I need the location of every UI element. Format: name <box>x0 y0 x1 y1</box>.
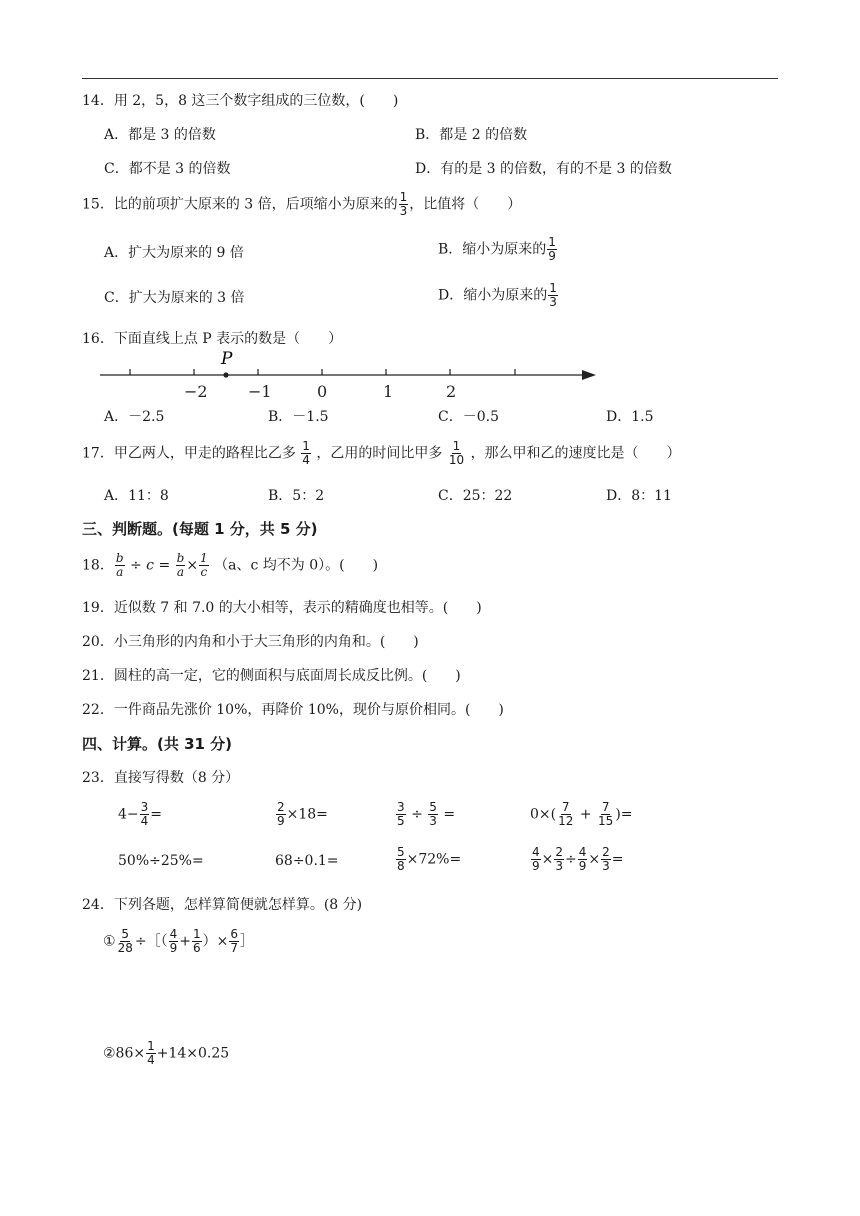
q20-stem: 20．小三角形的内角和小于大三角形的内角和。( ) <box>82 634 419 650</box>
expr-fraction <box>597 801 614 828</box>
q23-expr-1 <box>118 801 162 828</box>
q22-stem: 22．一件商品先涨价 10%，再降价 10%，现价与原价相同。( ) <box>82 702 504 718</box>
numerator: 1 <box>399 190 408 204</box>
q23-expr-5: 50%÷25%= <box>118 853 204 869</box>
denominator: 3 <box>549 295 557 309</box>
q18-fraction-1-over-c <box>199 552 209 579</box>
numerator: 2 <box>277 800 285 814</box>
q17-stem-mid: ，乙用的时间比甲多 <box>316 445 443 462</box>
q17-option-a: A．11：8 <box>104 488 169 504</box>
expr-fraction <box>192 928 202 955</box>
numerator: 1 <box>452 439 461 453</box>
q18-div-c: ÷ c = <box>129 557 171 574</box>
denominator: 12 <box>558 814 574 828</box>
denominator: 4 <box>302 453 310 467</box>
expr-text: ×72%= <box>406 851 462 868</box>
denominator: 4 <box>140 814 149 828</box>
q15-stem-pre: 15．比的前项扩大原来的 3 倍，后项缩小为原来的 <box>82 196 398 213</box>
q15-option-b <box>438 236 558 263</box>
expr-fraction <box>396 801 406 828</box>
expr-fraction <box>169 928 179 955</box>
expr-text: ÷［（ <box>134 933 168 950</box>
expr-fraction <box>531 846 541 873</box>
point-p-label: P <box>221 349 233 369</box>
denominator: 5 <box>397 814 405 828</box>
q15-option-b-fraction <box>547 236 557 263</box>
q23-expr-2 <box>275 801 328 828</box>
expr-text: ×18= <box>286 806 328 823</box>
numerator: 2 <box>555 845 564 859</box>
expr-text: ②86× <box>103 1045 146 1062</box>
numerator: 7 <box>601 800 610 814</box>
expr-text: = <box>443 806 456 823</box>
q14-option-b: B．都是 2 的倍数 <box>415 127 528 143</box>
q18-fraction-b-over-a-2 <box>176 552 186 579</box>
expr-operator: + <box>179 933 191 950</box>
numerator: 4 <box>532 845 540 859</box>
numerator: 1 <box>302 439 310 453</box>
numerator: 6 <box>230 927 238 941</box>
tick-label-neg1: −1 <box>248 382 272 401</box>
denominator: 7 <box>230 941 238 955</box>
q15-option-d <box>438 282 559 309</box>
q23-expr-3 <box>395 801 455 828</box>
q17-option-b: B．5：2 <box>268 488 325 504</box>
expr-fraction <box>428 801 438 828</box>
denominator: 6 <box>192 941 201 955</box>
section-4-heading: 四、计算。(共 31 分) <box>82 735 233 753</box>
numerator: 5 <box>397 845 405 859</box>
denominator: 3 <box>555 859 564 873</box>
point-p <box>223 372 228 377</box>
q18-fraction-b-over-a <box>115 552 125 579</box>
section-3-heading: 三、判断题。(每题 1 分，共 5 分) <box>82 520 318 538</box>
numerator: b <box>176 551 185 565</box>
q15-option-d-fraction <box>548 282 558 309</box>
expr-fraction <box>276 801 286 828</box>
q17-stem-pre: 17．甲乙两人，甲走的路程比乙多 <box>82 445 296 462</box>
expr-fraction <box>140 801 150 828</box>
denominator: 9 <box>548 249 556 263</box>
denominator: 15 <box>598 814 614 828</box>
q15-stem-fraction <box>399 191 409 218</box>
denominator: 3 <box>602 859 610 873</box>
q15-option-c: C．扩大为原来的 3 倍 <box>104 290 245 306</box>
expr-fraction <box>396 846 406 873</box>
expr-text: = <box>611 851 624 868</box>
q17-stem-post: ，那么甲和乙的速度比是（ ） <box>470 445 681 462</box>
denominator: 9 <box>532 859 540 873</box>
expr-fraction <box>578 846 588 873</box>
denominator: 9 <box>169 941 178 955</box>
q23-expr-8 <box>530 846 624 873</box>
q17-option-c: C．25：22 <box>438 488 513 504</box>
q24-stem: 24．下列各题，怎样算简便就怎样算。(8 分) <box>82 897 363 913</box>
numerator: 4 <box>578 845 587 859</box>
expr-text: = <box>150 806 163 823</box>
numerator: 1 <box>147 1039 155 1053</box>
tick-label-0: 0 <box>317 382 328 401</box>
numerator: 2 <box>602 845 610 859</box>
q24-problem-1 <box>103 928 254 955</box>
numerator: 5 <box>121 927 130 941</box>
q23-expr-6: 68÷0.1= <box>275 853 339 869</box>
q15-option-a: A．扩大为原来的 9 倍 <box>104 245 244 261</box>
q23-expr-4 <box>530 801 633 828</box>
problem-marker: ① <box>103 933 116 950</box>
denominator: 28 <box>117 941 133 955</box>
q23-expr-7 <box>395 846 461 873</box>
q14-stem: 14．用 2，5，8 这三个数字组成的三位数，( ) <box>82 93 399 109</box>
denominator: a <box>116 565 124 579</box>
q23-stem: 23．直接写得数（8 分） <box>82 770 240 786</box>
denominator: 9 <box>277 814 285 828</box>
denominator: 3 <box>399 204 408 218</box>
numerator: 1 <box>192 927 201 941</box>
expr-fraction <box>229 928 239 955</box>
expr-text: 0×( <box>530 806 557 823</box>
denominator: 4 <box>147 1053 155 1067</box>
numerator: 3 <box>397 800 405 814</box>
denominator: 10 <box>448 453 465 467</box>
q17-fraction-2 <box>448 440 465 467</box>
q16-stem: 16．下面直线上点 P 表示的数是（ ） <box>82 331 343 347</box>
expr-text: ］ <box>239 933 254 950</box>
q16-option-b: B．－1.5 <box>268 409 329 425</box>
q17-fraction-1 <box>301 440 311 467</box>
q17-stem <box>82 440 681 467</box>
denominator: c <box>200 565 208 579</box>
q16-option-a: A．－2.5 <box>104 409 165 425</box>
tick-label-neg2: −2 <box>184 382 208 401</box>
q18-number: 18． <box>82 557 114 574</box>
q15-option-b-text: B．缩小为原来的 <box>438 241 547 258</box>
numerator: 3 <box>140 800 149 814</box>
header-rule <box>82 78 778 79</box>
q16-option-c: C．－0.5 <box>438 409 499 425</box>
expr-operator: × <box>588 851 601 868</box>
tick-label-1: 1 <box>383 382 394 401</box>
q21-stem: 21．圆柱的高一定，它的侧面积与底面周长成反比例。( ) <box>82 668 461 684</box>
expr-operator: ÷ <box>411 806 423 823</box>
numerator: 5 <box>429 800 437 814</box>
q14-option-d: D．有的是 3 的倍数，有的不是 3 的倍数 <box>415 161 672 177</box>
q19-stem: 19．近似数 7 和 7.0 的大小相等，表示的精确度也相等。( ) <box>82 600 482 616</box>
number-line-diagram <box>98 344 600 404</box>
expr-fraction <box>117 928 134 955</box>
expr-operator: ÷ <box>565 851 577 868</box>
q14-option-a: A．都是 3 的倍数 <box>104 127 216 143</box>
expr-operator: + <box>579 806 592 823</box>
numerator: 1 <box>549 281 557 295</box>
numerator: 1 <box>200 551 208 565</box>
expr-fraction <box>557 801 574 828</box>
numerator: 1 <box>548 235 556 249</box>
expr-fraction <box>601 846 611 873</box>
denominator: 8 <box>397 859 405 873</box>
expr-operator: × <box>541 851 554 868</box>
q18-post: （a、c 均不为 0）。( ) <box>214 557 379 574</box>
q15-stem-post: ，比值将（ ） <box>409 196 522 213</box>
tick-label-2: 2 <box>446 382 457 401</box>
expr-fraction <box>146 1040 156 1067</box>
q17-option-d: D．8：11 <box>606 488 672 504</box>
q18-stem <box>82 552 378 579</box>
expr-text: )= <box>615 806 633 823</box>
arrow-head-icon <box>582 370 596 380</box>
denominator: 9 <box>578 859 587 873</box>
expr-fraction <box>554 846 564 873</box>
q24-problem-2 <box>103 1040 229 1067</box>
q14-option-c: C．都不是 3 的倍数 <box>104 161 231 177</box>
numerator: b <box>115 551 124 565</box>
q16-option-d: D．1.5 <box>606 409 654 425</box>
numerator: 4 <box>169 927 178 941</box>
numerator: 7 <box>561 800 570 814</box>
q15-stem <box>82 191 521 218</box>
denominator: 3 <box>429 814 437 828</box>
q18-times: × <box>186 557 199 574</box>
denominator: a <box>176 565 185 579</box>
expr-text: 4− <box>118 806 139 823</box>
q15-option-d-text: D．缩小为原来的 <box>438 287 548 304</box>
expr-text: +14×0.25 <box>156 1045 230 1062</box>
expr-text: ）× <box>202 933 229 950</box>
